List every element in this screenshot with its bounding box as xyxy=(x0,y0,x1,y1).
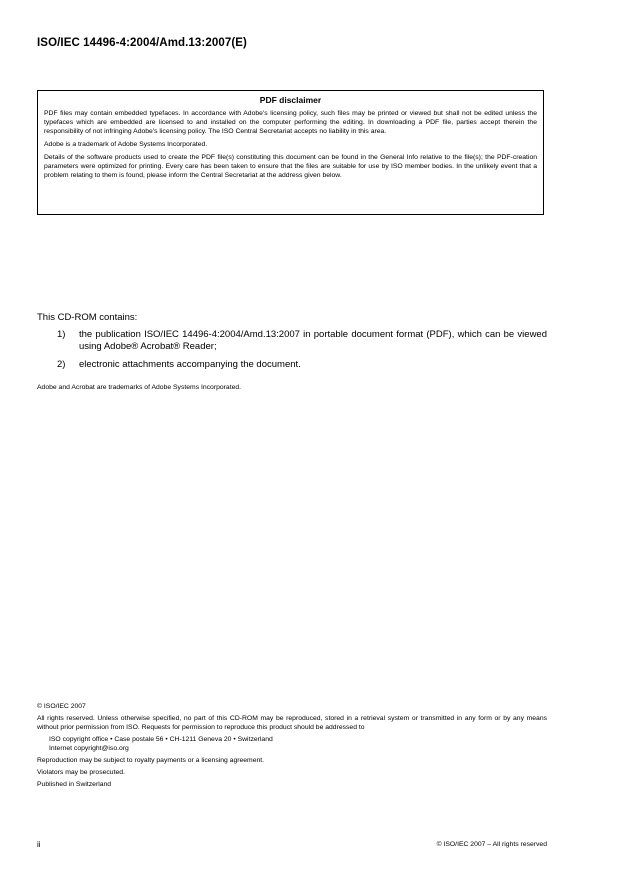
contents-intro: This CD-ROM contains: xyxy=(37,312,138,323)
copyright-office-address: ISO copyright office • Case postale 56 • CH-1211 Geneva 20 • Switzerland xyxy=(49,736,273,743)
published-note: Published in Switzerland xyxy=(37,781,112,788)
address-block xyxy=(37,735,547,753)
copyright-line: © ISO/IEC 2007 xyxy=(37,703,86,710)
footer-rights: © ISO/IEC 2007 – All rights reserved xyxy=(436,841,547,848)
royalty-note: Reproduction may be subject to royalty payments or a licensing agreement. xyxy=(37,757,265,764)
rights-statement: All rights reserved. Unless otherwise specified, no part of this CD-ROM may be reproduced, stored in a retrieval system or transmitted in any form or by any means without prior permission from ISO. Requests for permission to reproduce this product should be addressed to xyxy=(37,715,547,731)
trademark-note: Adobe and Acrobat are trademarks of Adobe Systems Incorporated. xyxy=(37,384,242,391)
disclaimer-paragraph: Details of the software products used to create the PDF file(s) constituting this document can be found in the General Info relative to the file(s); the PDF-creation parameters were optimized for printing. Every care has been taken to ensure that the files are suitable for use by ISO member bodies. In the unlikely event that a problem relating to them is found, please inform the Central Secretariat at the address given below. xyxy=(44,154,537,179)
page-number: ii xyxy=(37,840,41,849)
list-item-text: electronic attachments accompanying the document. xyxy=(79,359,301,370)
list-item xyxy=(57,329,547,353)
document-header: ISO/IEC 14496-4:2004/Amd.13:2007(E) xyxy=(37,37,247,49)
copyright-block xyxy=(37,702,547,792)
list-item xyxy=(57,359,547,371)
disclaimer-paragraph: PDF files may contain embedded typefaces. In accordance with Adobe's licensing policy, such files may be printed or viewed but shall not be edited unless the typefaces which are embedded are licensed to and installed on the computer performing the editing. In downloading a PDF file, parties accept therein the responsibility of not infringing Adobe's licensing policy. The ISO Central Secretariat accepts no liability in this area. xyxy=(44,110,537,135)
disclaimer-paragraph: Adobe is a trademark of Adobe Systems Incorporated. xyxy=(44,141,208,148)
disclaimer-title: PDF disclaimer xyxy=(259,95,322,105)
list-item-number: 1) xyxy=(57,329,66,340)
violators-note: Violators may be prosecuted. xyxy=(37,769,125,776)
pdf-disclaimer-box xyxy=(37,90,544,215)
list-item-text: the publication ISO/IEC 14496-4:2004/Amd.13:2007 in portable document format (PDF), which can be viewed using Adobe® Acrobat® Reader; xyxy=(79,329,547,352)
copyright-email: Internet copyright@iso.org xyxy=(49,745,129,752)
list-item-number: 2) xyxy=(57,359,66,370)
